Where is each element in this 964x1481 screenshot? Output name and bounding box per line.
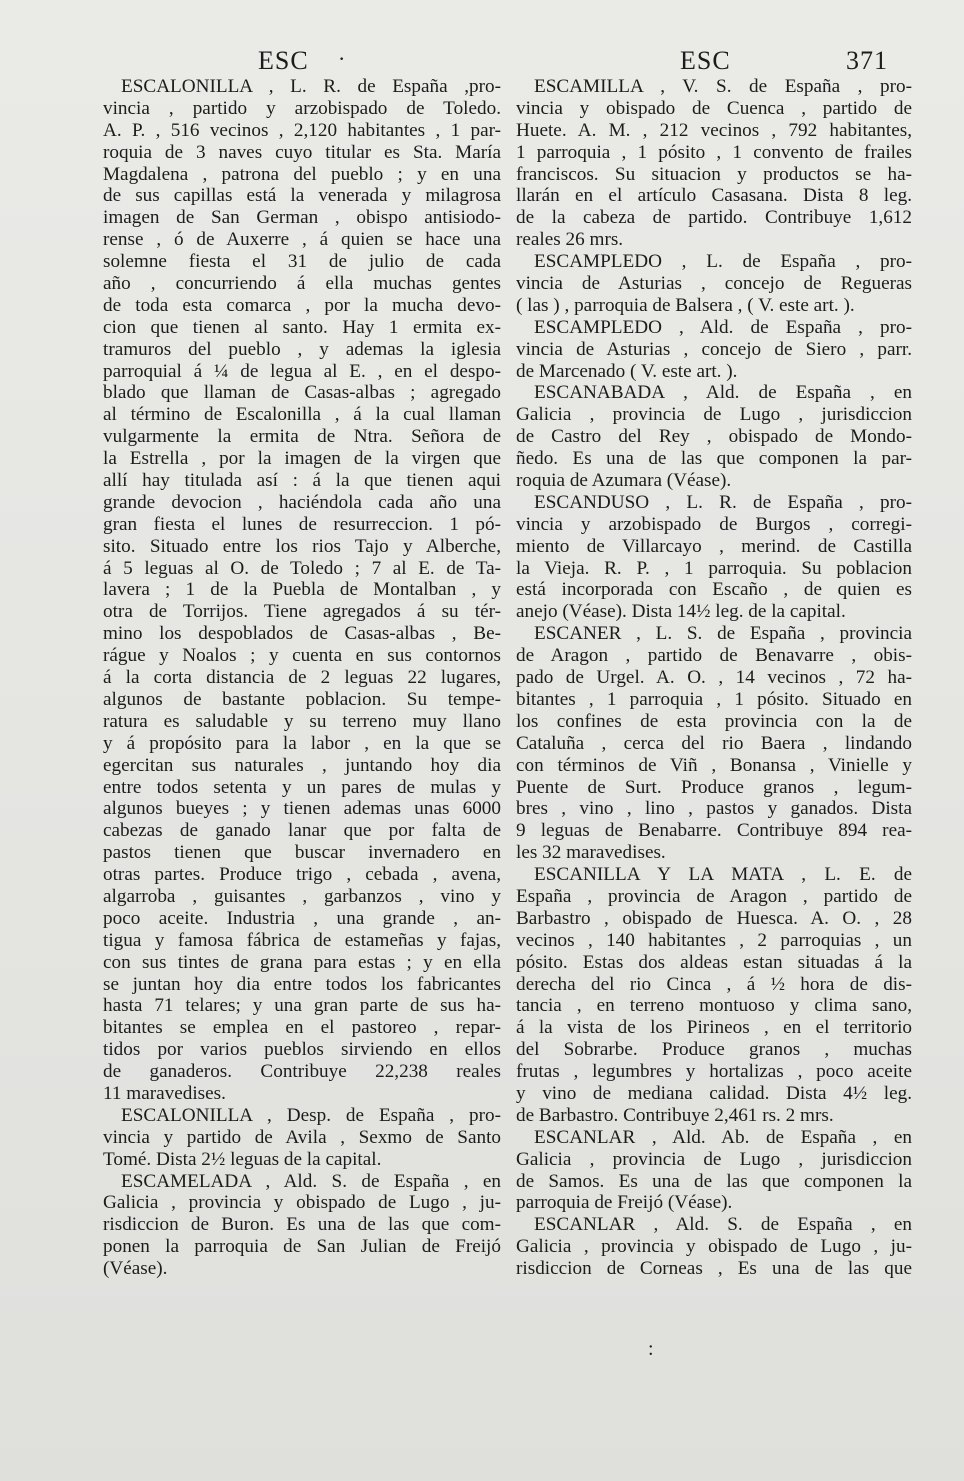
text-line: de Samos. Es una de las que componen la	[516, 1170, 912, 1192]
text-line: año , concurriendo á ella muchas gentes	[103, 273, 501, 295]
text-line: Cataluña , cerca del rio Baera , lindando	[516, 732, 912, 754]
text-line: Galicia , provincia de Lugo , jurisdiccion	[516, 404, 912, 426]
text-line: bres , vino , lino , pastos y ganados. Dista	[516, 798, 912, 820]
text-line: ratura es saludable y su terreno muy llano	[103, 710, 501, 732]
text-line: algunos de bastante poblacion. Su tempe-	[103, 688, 501, 710]
text-line: á la corta distancia de 2 leguas 22 lugares,	[103, 667, 501, 689]
text-line: grande devocion , haciéndola cada año una	[103, 491, 501, 513]
text-line: vulgarmente la ermita de Ntra. Señora de	[103, 426, 501, 448]
text-line: tancia , en terreno montuoso y clima sano,	[516, 995, 912, 1017]
text-line: anejo (Véase). Dista 14½ leg. de la capital.	[516, 601, 846, 623]
text-line: de Barbastro. Contribuye 2,461 rs. 2 mrs.	[516, 1104, 834, 1126]
text-line: Puente de Surt. Produce granos , legum-	[516, 776, 912, 798]
text-line: entre todos setenta y un pares de mulas y	[103, 776, 501, 798]
text-line: 1 parroquia , 1 pósito , 1 convento de frailes	[516, 141, 912, 163]
text-line: bitantes se emplea en el pastoreo , repar-	[103, 1017, 501, 1039]
text-line: Tomé. Dista 2½ leguas de la capital.	[103, 1148, 382, 1170]
text-line: tigua y famosa fábrica de estameñas y fajas,	[103, 929, 501, 951]
text-line: cion que tienen al santo. Hay 1 ermita ex-	[103, 316, 501, 338]
text-line: pastos tienen que buscar invernadero en	[103, 842, 501, 864]
text-line: de Marcenado ( V. este art. ).	[516, 360, 738, 382]
text-line: tidos por varios pueblos sirviendo en ellos	[103, 1039, 501, 1061]
text-line: miento de Villarcayo , merind. de Castilla	[516, 535, 912, 557]
text-line: derecha del rio Cinca , á ½ hora de dis-	[516, 973, 912, 995]
text-line: al término de Escalonilla , á la cual llaman	[103, 404, 501, 426]
text-line: (Véase).	[103, 1258, 168, 1280]
text-line: vincia de Asturias , concejo de Regueras	[516, 273, 912, 295]
text-line: Magdalena , patrona del pueblo ; y en una	[103, 163, 501, 185]
text-line: vincia y obispado de Cuenca , partido de	[516, 97, 912, 119]
text-line: poco aceite. Industria , una grande , an-	[103, 907, 501, 929]
text-line: pósito. Estas dos aldeas estan situadas á la	[516, 951, 912, 973]
text-line: tramuros del pueblo , y ademas la iglesia	[103, 338, 501, 360]
text-line: parroquia de Freijó (Véase).	[516, 1192, 733, 1214]
text-line: risdiccion de Buron. Es una de las que com-	[103, 1214, 501, 1236]
page-number: 371	[846, 46, 888, 75]
text-line: de Aragon , partido de Benavarre , obis-	[516, 645, 912, 667]
text-line: vecinos , 140 habitantes , 2 parroquias , un	[516, 929, 912, 951]
text-line: parroquial á ¼ de legua al E. , en el despo-	[103, 360, 501, 382]
text-line: solemne fiesta el 31 de julio de cada	[103, 251, 501, 273]
left-column	[103, 76, 501, 1280]
text-line: la Estrella , por la imagen de la virgen que	[103, 448, 501, 470]
text-line: se juntan hoy dia entre todos los fabricantes	[103, 973, 501, 995]
text-line: con sus tintes de grana para estas ; y en ella	[103, 951, 501, 973]
text-line: con términos de Viñ , Bonansa , Vinielle y	[516, 754, 912, 776]
text-line: ESCANILLA Y LA MATA , L. E. de	[534, 864, 912, 886]
text-line: lavera ; 1 de la Puebla de Montalban , y	[103, 579, 501, 601]
text-line: gran fiesta el lunes de resurreccion. 1 pó-	[103, 513, 501, 535]
text-line: ESCAMPLEDO , L. de España , pro-	[534, 251, 912, 273]
text-line: algunos bueyes ; y tienen ademas unas 6000	[103, 798, 501, 820]
text-line: A. P. , 516 vecinos , 2,120 habitantes , 1 par-	[103, 119, 501, 141]
text-line: roquia de 3 naves cuyo titular es Sta. María	[103, 141, 501, 163]
text-line: otra de Torrijos. Tiene agregados á su tér-	[103, 601, 501, 623]
text-line: frutas , legumbres y hortalizas , poco aceite	[516, 1061, 912, 1083]
text-line: España , provincia de Aragon , partido de	[516, 885, 912, 907]
text-line: roquia de Azumara (Véase).	[516, 470, 732, 492]
running-head-mark: ·	[338, 46, 347, 71]
text-line: vincia y partido de Avila , Sexmo de Santo	[103, 1126, 501, 1148]
running-head-right: ESC	[680, 46, 731, 75]
text-line: y vino de mediana calidad. Dista 4½ leg.	[516, 1082, 912, 1104]
text-line: ESCALONILLA , Desp. de España , pro-	[121, 1104, 501, 1126]
text-line: Barbastro , obispado de Huesca. A. O. , 28	[516, 907, 912, 929]
text-line: imagen de San German , obispo antisiodo-	[103, 207, 501, 229]
right-column	[516, 76, 912, 1280]
text-line: está incorporada con Escaño , de quien es	[516, 579, 912, 601]
text-line: vincia , partido y arzobispado de Toledo.	[103, 97, 501, 119]
text-line: de ganaderos. Contribuye 22,238 reales	[103, 1061, 501, 1083]
text-line: de toda esta comarca , por la mucha devo-	[103, 294, 501, 316]
text-line: 9 leguas de Benabarre. Contribuye 894 rea-	[516, 820, 912, 842]
running-head-left: ESC	[258, 46, 309, 75]
text-line: allí hay titulada así : á la que tienen aqui	[103, 470, 501, 492]
text-line: bitantes , 1 parroquia , 1 pósito. Situado en	[516, 688, 912, 710]
text-line: reales 26 mrs.	[516, 229, 624, 251]
text-line: la Vieja. R. P. , 1 parroquia. Su poblacion	[516, 557, 912, 579]
text-line: cabezas de ganado lanar que por falta de	[103, 820, 501, 842]
text-line: ESCANABADA , Ald. de España , en	[534, 382, 912, 404]
text-line: rense , ó de Auxerre , á quien se hace una	[103, 229, 501, 251]
text-line: ESCAMPLEDO , Ald. de España , pro-	[534, 316, 912, 338]
text-line: ESCANDUSO , L. R. de España , pro-	[534, 491, 912, 513]
text-line: ESCANLAR , Ald. S. de España , en	[534, 1214, 912, 1236]
text-line: pado de Urgel. A. O. , 14 vecinos , 72 ha-	[516, 667, 912, 689]
text-line: de la cabeza de partido. Contribuye 1,612	[516, 207, 912, 229]
text-line: del Sobrarbe. Produce granos , muchas	[516, 1039, 912, 1061]
text-line: hasta 71 telares; y una gran parte de sus ha-	[103, 995, 501, 1017]
text-line: franciscos. Su situacion y productos se ha-	[516, 163, 912, 185]
text-line: á 5 leguas al O. de Toledo ; 7 al E. de Ta-	[103, 557, 501, 579]
text-line: les 32 maravedises.	[516, 842, 666, 864]
text-line: llarán en el artículo Casasana. Dista 8 leg.	[516, 185, 912, 207]
text-line: á la vista de los Pirineos , en el territorio	[516, 1017, 912, 1039]
text-line: de Castro del Rey , obispado de Mondo-	[516, 426, 912, 448]
text-line: ESCALONILLA , L. R. de España ,pro-	[121, 76, 501, 97]
text-line: Galicia , provincia de Lugo , jurisdiccion	[516, 1148, 912, 1170]
text-line: de sus capillas está la venerada y milagrosa	[103, 185, 501, 207]
text-line: ESCANER , L. S. de España , provincia	[534, 623, 912, 645]
text-line: los confines de esta provincia con la de	[516, 710, 912, 732]
text-line: mino los despoblados de Casas-albas , Be-	[103, 623, 501, 645]
text-line: rágue y Noalos ; y cuenta en sus contornos	[103, 645, 501, 667]
signature-mark: :	[648, 1338, 654, 1360]
text-line: Huete. A. M. , 212 vecinos , 792 habitantes,	[516, 119, 912, 141]
text-line: otras partes. Produce trigo , cebada , avena,	[103, 864, 501, 886]
text-line: vincia de Asturias , concejo de Siero , parr.	[516, 338, 912, 360]
text-line: 11 maravedises.	[103, 1082, 226, 1104]
text-line: ( las ) , parroquia de Balsera , ( V. este art. ).	[516, 294, 855, 316]
text-line: vincia y arzobispado de Burgos , corregi-	[516, 513, 912, 535]
text-line: y á propósito para la labor , en la que se	[103, 732, 501, 754]
text-line: ñedo. Es una de las que componen la par-	[516, 448, 912, 470]
text-line: ESCAMELADA , Ald. S. de España , en	[121, 1170, 501, 1192]
text-line: Galicia , provincia y obispado de Lugo , ju-	[516, 1236, 912, 1258]
text-line: ESCAMILLA , V. S. de España , pro-	[534, 76, 912, 97]
text-line: ESCANLAR , Ald. Ab. de España , en	[534, 1126, 912, 1148]
text-line: algarroba , guisantes , garbanzos , vino y	[103, 885, 501, 907]
text-line: Galicia , provincia y obispado de Lugo , ju-	[103, 1192, 501, 1214]
text-line: egercitan sus naturales , juntando hoy dia	[103, 754, 501, 776]
text-line: ponen la parroquia de San Julian de Freijó	[103, 1236, 501, 1258]
text-line: sito. Situado entre los rios Tajo y Alberche,	[103, 535, 501, 557]
text-line: risdiccion de Corneas , Es una de las que	[516, 1258, 912, 1280]
text-line: blado que llaman de Casas-albas ; agregado	[103, 382, 501, 404]
